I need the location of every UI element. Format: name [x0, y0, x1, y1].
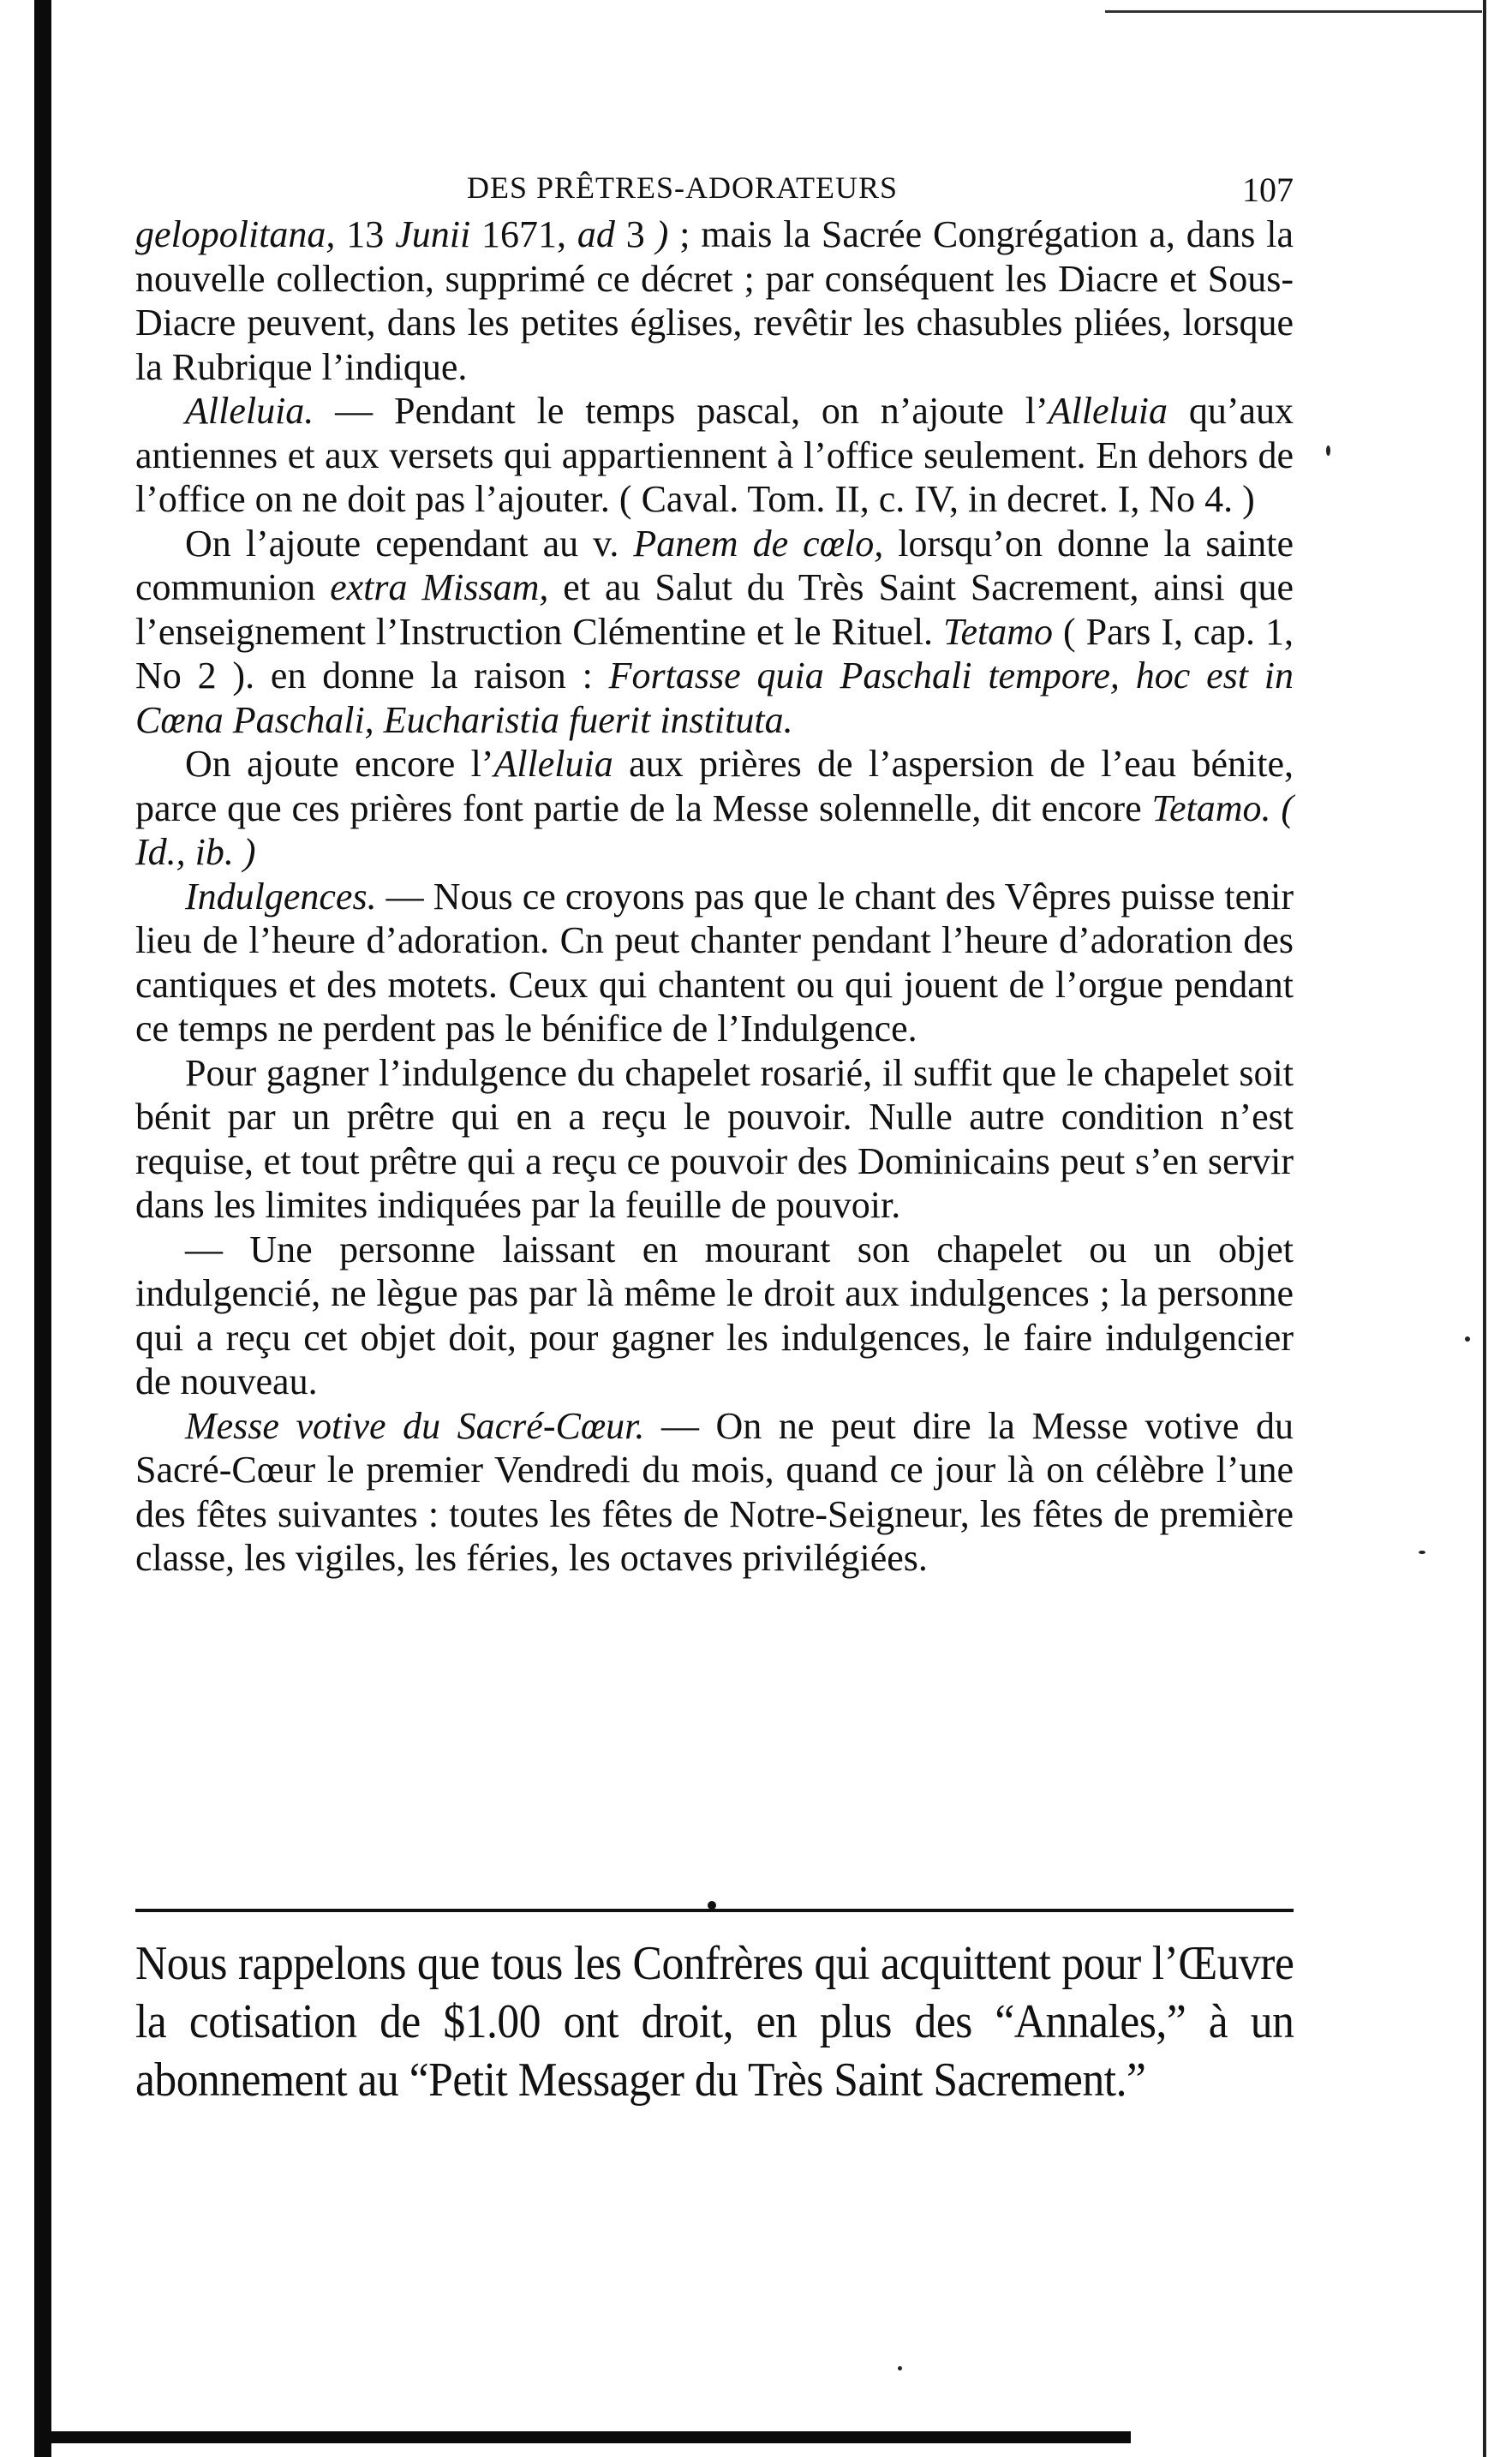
section-rule: [135, 1909, 1294, 1912]
running-head: DES PRÊTRES-ADORATEURS: [467, 170, 899, 205]
text-run: aux prières de l’aspersion de l’eau bénite, parce que ces prières font partie de la Messe solennelle, dit encore: [135, 743, 1294, 829]
italic-run: Alleluia.: [185, 390, 314, 432]
text-run: 1671,: [470, 213, 577, 255]
italic-run: Fortasse quia Paschali tempore, hoc est in Cœna Paschali, Eucharistia fuerit instituta.: [135, 655, 1294, 741]
scan-top-edge: [1105, 10, 1482, 13]
page-header: [467, 170, 1294, 212]
paragraph: [135, 875, 1294, 1051]
text-run: — Une personne laissant en mourant son chapelet ou un objet indulgencié, ne lègue pas par là même le droit aux indulgences ; la personne qui a reçu cet objet doit, pour gagner les indulgences, le faire indulgencier de nouveau.: [135, 1228, 1294, 1402]
body-text: [135, 212, 1294, 1581]
text-run: ; mais la Sacrée Congrégation a, dans la nouvelle collection, supprimé ce décret ; par conséquent les Diacre et Sous-Diacre peuvent, dans les petites églises, revêtir les chasubles pliées, lorsque la Rubrique l’indique.: [135, 213, 1294, 388]
text-run: — On ne peut dire la Messe votive du Sacré-Cœur le premier Vendredi du mois, quand ce jour là on célèbre l’une des fêtes suivantes : toutes les fêtes de Notre-Seigneur, les fêtes de première classe, les vigiles, les féries, les octaves privilégiées.: [135, 1404, 1294, 1579]
text-run: On l’ajoute cependant au v.: [185, 522, 634, 565]
scan-speck: [898, 2366, 902, 2370]
italic-run: ): [655, 213, 669, 255]
italic-run: gelopolitana,: [135, 213, 336, 255]
text-run: lorsqu’on donne la sainte communion: [135, 522, 1294, 608]
text-run: Pour gagner l’indulgence du chapelet rosarié, il suffit que le chapelet soit bénit par un prêtre qui en a reçu le pouvoir. Nulle autre condition n’est requise, et tout prêtre qui a reçu ce pouvoir des Dominicains peut s’en servir dans les limites indiquées par la feuille de pouvoir.: [135, 1051, 1294, 1226]
page-number: 107: [1242, 170, 1294, 209]
text-run: On ajoute encore l’: [185, 743, 494, 785]
italic-run: Alleluia: [493, 743, 613, 785]
paragraph: [135, 389, 1294, 522]
paragraph: [135, 522, 1294, 743]
paragraph: [135, 1228, 1294, 1404]
paragraph: [135, 212, 1294, 389]
italic-run: Alleluia: [1048, 390, 1168, 432]
membership-notice: Nous rappelons que tous les Confrères qui acquittent pour l’Œuvre la cotisation de $1.00 ont droit, en plus des “Annales,” à un abonnement au “Petit Messager du Très Saint Sacrement.”: [135, 1937, 1294, 2107]
text-run: et au Salut du Très Saint Sacrement, ainsi que l’enseignement l’Instruction Clémentine et le Rituel.: [135, 566, 1294, 653]
scan-right-edge: [1483, 0, 1486, 2457]
scan-bottom-edge: [51, 2431, 1131, 2443]
rule-ornament: [708, 1901, 716, 1910]
italic-run: Messe votive du Sacré-Cœur.: [185, 1404, 645, 1447]
italic-run: Junii: [395, 213, 471, 255]
scan-speck: [1419, 1551, 1425, 1554]
text-run: 3: [614, 213, 656, 255]
text-run: — Nous ce croyons pas que le chant des Vêpres puisse tenir lieu de l’heure d’adoration. Cn peut chanter pendant l’heure d’adoration des cantiques et des motets. Ceux qui chantent ou qui jouent de l’orgue pendant ce temps ne perdent pas le bénifice de l’Indulgence.: [135, 875, 1294, 1049]
italic-run: ad: [577, 213, 615, 255]
italic-run: Tetamo. ( Id., ib. ): [135, 786, 1294, 873]
italic-run: Tetamo: [943, 610, 1053, 653]
italic-run: Indulgences.: [185, 875, 377, 918]
scan-speck: [1326, 445, 1330, 456]
italic-run: extra Missam,: [330, 566, 549, 608]
italic-run: Panem de cœlo,: [633, 522, 884, 565]
scan-speck: [1465, 1336, 1470, 1342]
paragraph: [135, 1051, 1294, 1228]
paragraph: [135, 742, 1294, 875]
text-run: 13: [335, 213, 396, 255]
text-run: — Pendant le temps pascal, on n’ajoute l’: [314, 390, 1049, 432]
paragraph: [135, 1404, 1294, 1581]
text-run: ( Pars I, cap. 1, No 2 ). en donne la raison :: [135, 610, 1294, 696]
text-run: qu’aux antiennes et aux versets qui appartiennent à l’office seulement. En dehors de l’office on ne doit pas l’ajouter. ( Caval. Tom. II, c. IV, in decret. I, No 4. ): [135, 390, 1294, 520]
scan-left-edge: [34, 0, 51, 2457]
